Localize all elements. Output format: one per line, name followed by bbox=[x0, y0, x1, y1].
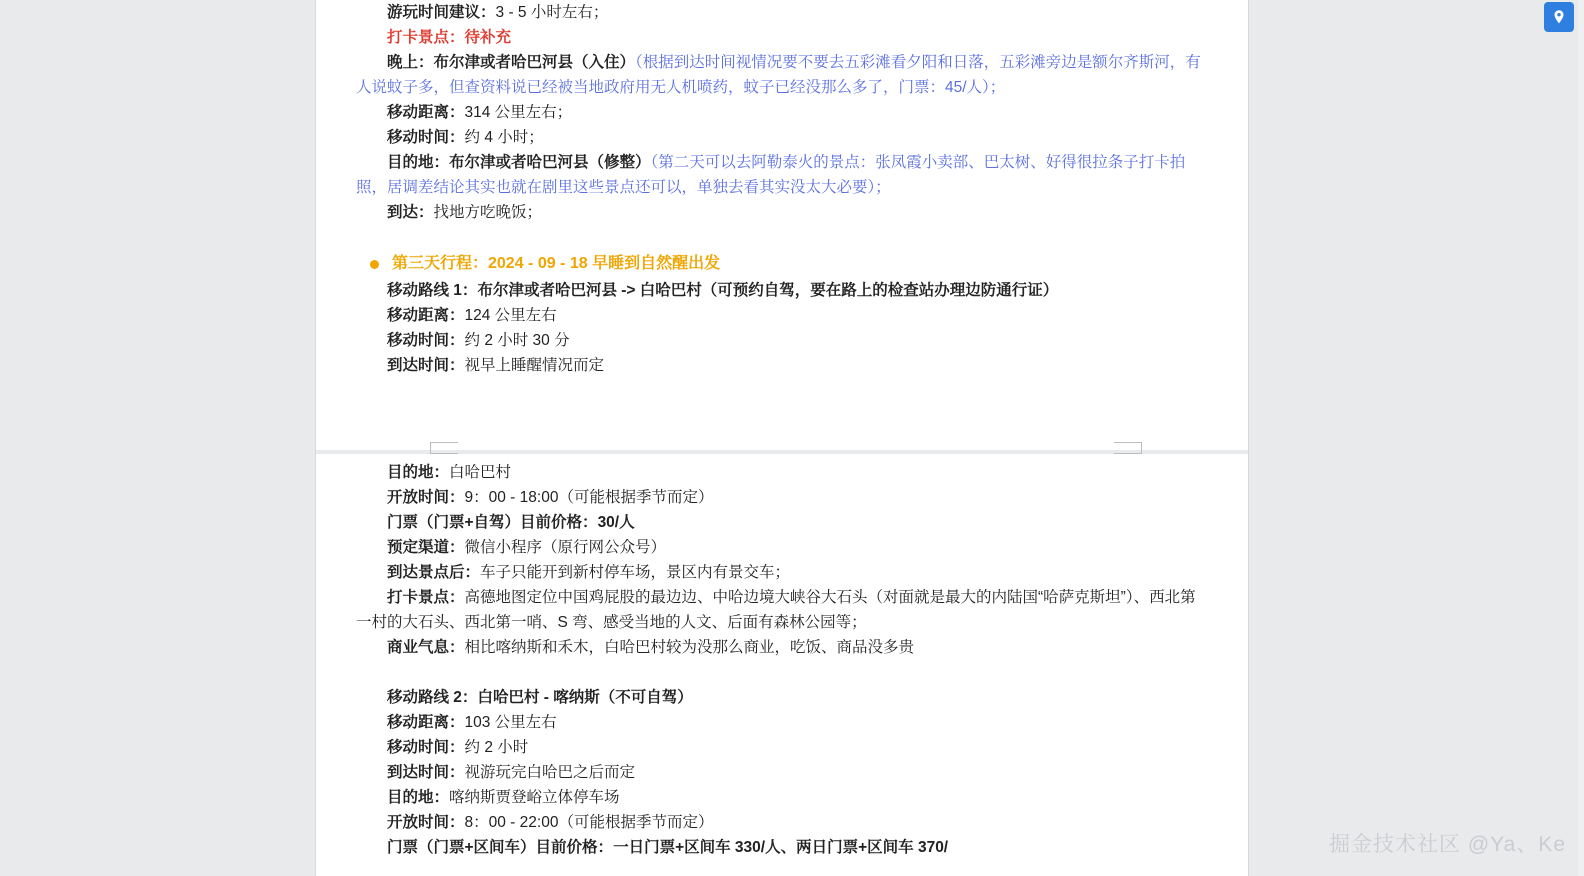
watermark-text: 掘金技术社区 @Ya、Ke bbox=[1329, 833, 1566, 856]
route-2-distance-line bbox=[356, 710, 1208, 735]
route-1-time-line bbox=[356, 328, 1208, 353]
route-1-line bbox=[356, 278, 1208, 303]
after-arrival-value: 车子只能开到新村停车场，景区内有景交车； bbox=[480, 564, 791, 581]
evening-line bbox=[356, 50, 1208, 100]
route-1-distance-label: 移动距离： bbox=[387, 307, 465, 324]
arrival-line-1 bbox=[356, 200, 1208, 225]
page-background-left bbox=[0, 0, 316, 876]
open-hours-value-2: 8：00 - 22:00（可能根据季节而定） bbox=[464, 814, 714, 831]
page-edge-right bbox=[1248, 0, 1249, 876]
open-hours-line-2 bbox=[356, 810, 1208, 835]
destination-label-3: 目的地： bbox=[387, 789, 450, 806]
checkin-spot-label: 打卡景点： bbox=[387, 29, 465, 46]
map-pin-icon bbox=[1551, 9, 1567, 25]
destination-label-1: 目的地： bbox=[387, 154, 450, 171]
play-time-value: 3 - 5 小时左右； bbox=[495, 4, 609, 21]
section-spacer-2 bbox=[356, 660, 1208, 685]
ticket-price-value-2: 一日门票+区间车 330/人、两日门票+区间车 370/ bbox=[613, 839, 949, 856]
checkin-spots-label-2: 打卡景点： bbox=[387, 589, 465, 606]
evening-note: （根据到达时间视情况要不要去五彩滩看夕阳和日落，五彩滩旁边是额尔齐斯河，有人说蚊子多，但查资料说已经被当地政府用无人机喷药，蚊子已经没那么多了，门票：45/人）； bbox=[356, 54, 1201, 96]
destination-value-1: 布尔津或者哈巴河县（修整） bbox=[449, 154, 651, 171]
route-2-arrival-value: 视游玩完白哈巴之后而定 bbox=[464, 764, 636, 781]
booking-channel-value: 微信小程序（原行网公众号） bbox=[464, 539, 667, 556]
bullet-dot-icon bbox=[370, 260, 379, 269]
route-1-distance-value: 124 公里左右 bbox=[464, 307, 557, 324]
route-2-value: 白哈巴村 - 喀纳斯（不可自驾） bbox=[477, 689, 693, 706]
route-1-arrival-label: 到达时间： bbox=[387, 357, 465, 374]
move-time-value-1: 约 4 小时； bbox=[464, 129, 544, 146]
day-three-heading bbox=[356, 250, 1208, 278]
route-1-label: 移动路线 1： bbox=[387, 282, 478, 299]
route-2-line bbox=[356, 685, 1208, 710]
play-time-line bbox=[356, 0, 1208, 25]
day-three-title: 第三天行程：2024 - 09 - 18 早睡到自然醒出发 bbox=[392, 255, 721, 272]
destination-note-1: （第二天可以去阿勒泰火的景点：张凤霞小卖部、巴太树、好得很拉条子打卡拍照，居调差结论其实也就在剧里这些景点还可以，单独去看其实没太大必要）； bbox=[356, 154, 1186, 196]
ticket-price-line-2 bbox=[356, 835, 1208, 860]
move-distance-value-1: 314 公里左右； bbox=[464, 104, 573, 121]
evening-label: 晚上： bbox=[387, 54, 434, 71]
destination-line-3 bbox=[356, 785, 1208, 810]
ticket-price-line-1 bbox=[356, 510, 1208, 535]
booking-channel-line bbox=[356, 535, 1208, 560]
destination-value-2: 白哈巴村 bbox=[449, 464, 512, 481]
page-background-right bbox=[1578, 0, 1584, 876]
arrival-value-1: 找地方吃晚饭； bbox=[433, 204, 543, 221]
destination-label-2: 目的地： bbox=[387, 464, 450, 481]
open-hours-label-2: 开放时间： bbox=[387, 814, 465, 831]
map-pin-button[interactable] bbox=[1544, 2, 1574, 32]
section-spacer bbox=[356, 225, 1208, 250]
route-1-distance-line bbox=[356, 303, 1208, 328]
route-1-time-value: 约 2 小时 30 分 bbox=[464, 332, 570, 349]
commercial-value: 相比喀纳斯和禾木，白哈巴村较为没那么商业，吃饭、商品没多贵 bbox=[464, 639, 915, 656]
ticket-price-label-1: 门票（门票+自驾）目前价格： bbox=[387, 514, 598, 531]
page-one-content bbox=[316, 0, 1248, 378]
checkin-spots-line-2 bbox=[356, 585, 1208, 635]
route-1-value: 布尔津或者哈巴河县 -> 白哈巴村（可预约自驾，要在路上的检查站办理边防通行证） bbox=[477, 282, 1059, 299]
checkin-spot-value: 待补充 bbox=[464, 29, 512, 46]
route-2-time-value: 约 2 小时 bbox=[464, 739, 529, 756]
evening-value: 布尔津或者哈巴河县（入住） bbox=[433, 54, 636, 71]
route-2-time-line bbox=[356, 735, 1208, 760]
page-break-mark-left bbox=[430, 442, 458, 454]
destination-line-1 bbox=[356, 150, 1208, 200]
route-2-time-label: 移动时间： bbox=[387, 739, 465, 756]
page-break-mark-right bbox=[1114, 442, 1142, 454]
destination-line-2 bbox=[356, 460, 1208, 485]
commercial-label: 商业气息： bbox=[387, 639, 465, 656]
booking-channel-label: 预定渠道： bbox=[387, 539, 465, 556]
route-1-time-label: 移动时间： bbox=[387, 332, 465, 349]
route-2-arrival-line bbox=[356, 760, 1208, 785]
route-2-arrival-label: 到达时间： bbox=[387, 764, 465, 781]
play-time-label: 游玩时间建议： bbox=[387, 4, 496, 21]
route-1-arrival-value: 视早上睡醒情况而定 bbox=[464, 357, 605, 374]
checkin-spot-line bbox=[356, 25, 1208, 50]
document-page-two bbox=[316, 454, 1248, 876]
arrival-label-1: 到达： bbox=[387, 204, 434, 221]
open-hours-line-1 bbox=[356, 485, 1208, 510]
document-page-one bbox=[316, 0, 1248, 450]
route-1-arrival-line bbox=[356, 353, 1208, 378]
checkin-spots-value-2: 高德地图定位中国鸡屁股的最边边、中哈边境大峡谷大石头（对面就是最大的内陆国“哈萨克斯坦”）、西北第一村的大石头、西北第一哨、S 弯、感受当地的人文、后面有森林公园等； bbox=[356, 589, 1196, 631]
ticket-price-label-2: 门票（门票+区间车）目前价格： bbox=[387, 839, 614, 856]
route-2-distance-value: 103 公里左右 bbox=[464, 714, 557, 731]
move-distance-line-1 bbox=[356, 100, 1208, 125]
after-arrival-line bbox=[356, 560, 1208, 585]
move-distance-label-1: 移动距离： bbox=[387, 104, 465, 121]
move-time-line-1 bbox=[356, 125, 1208, 150]
route-2-label: 移动路线 2： bbox=[387, 689, 478, 706]
page-two-content bbox=[316, 454, 1248, 860]
open-hours-label-1: 开放时间： bbox=[387, 489, 465, 506]
ticket-price-value-1: 30/人 bbox=[597, 514, 635, 531]
destination-value-3: 喀纳斯贾登峪立体停车场 bbox=[449, 789, 620, 806]
after-arrival-label: 到达景点后： bbox=[387, 564, 481, 581]
route-2-distance-label: 移动距离： bbox=[387, 714, 465, 731]
commercial-line bbox=[356, 635, 1208, 660]
move-time-label-1: 移动时间： bbox=[387, 129, 465, 146]
open-hours-value-1: 9：00 - 18:00（可能根据季节而定） bbox=[464, 489, 714, 506]
